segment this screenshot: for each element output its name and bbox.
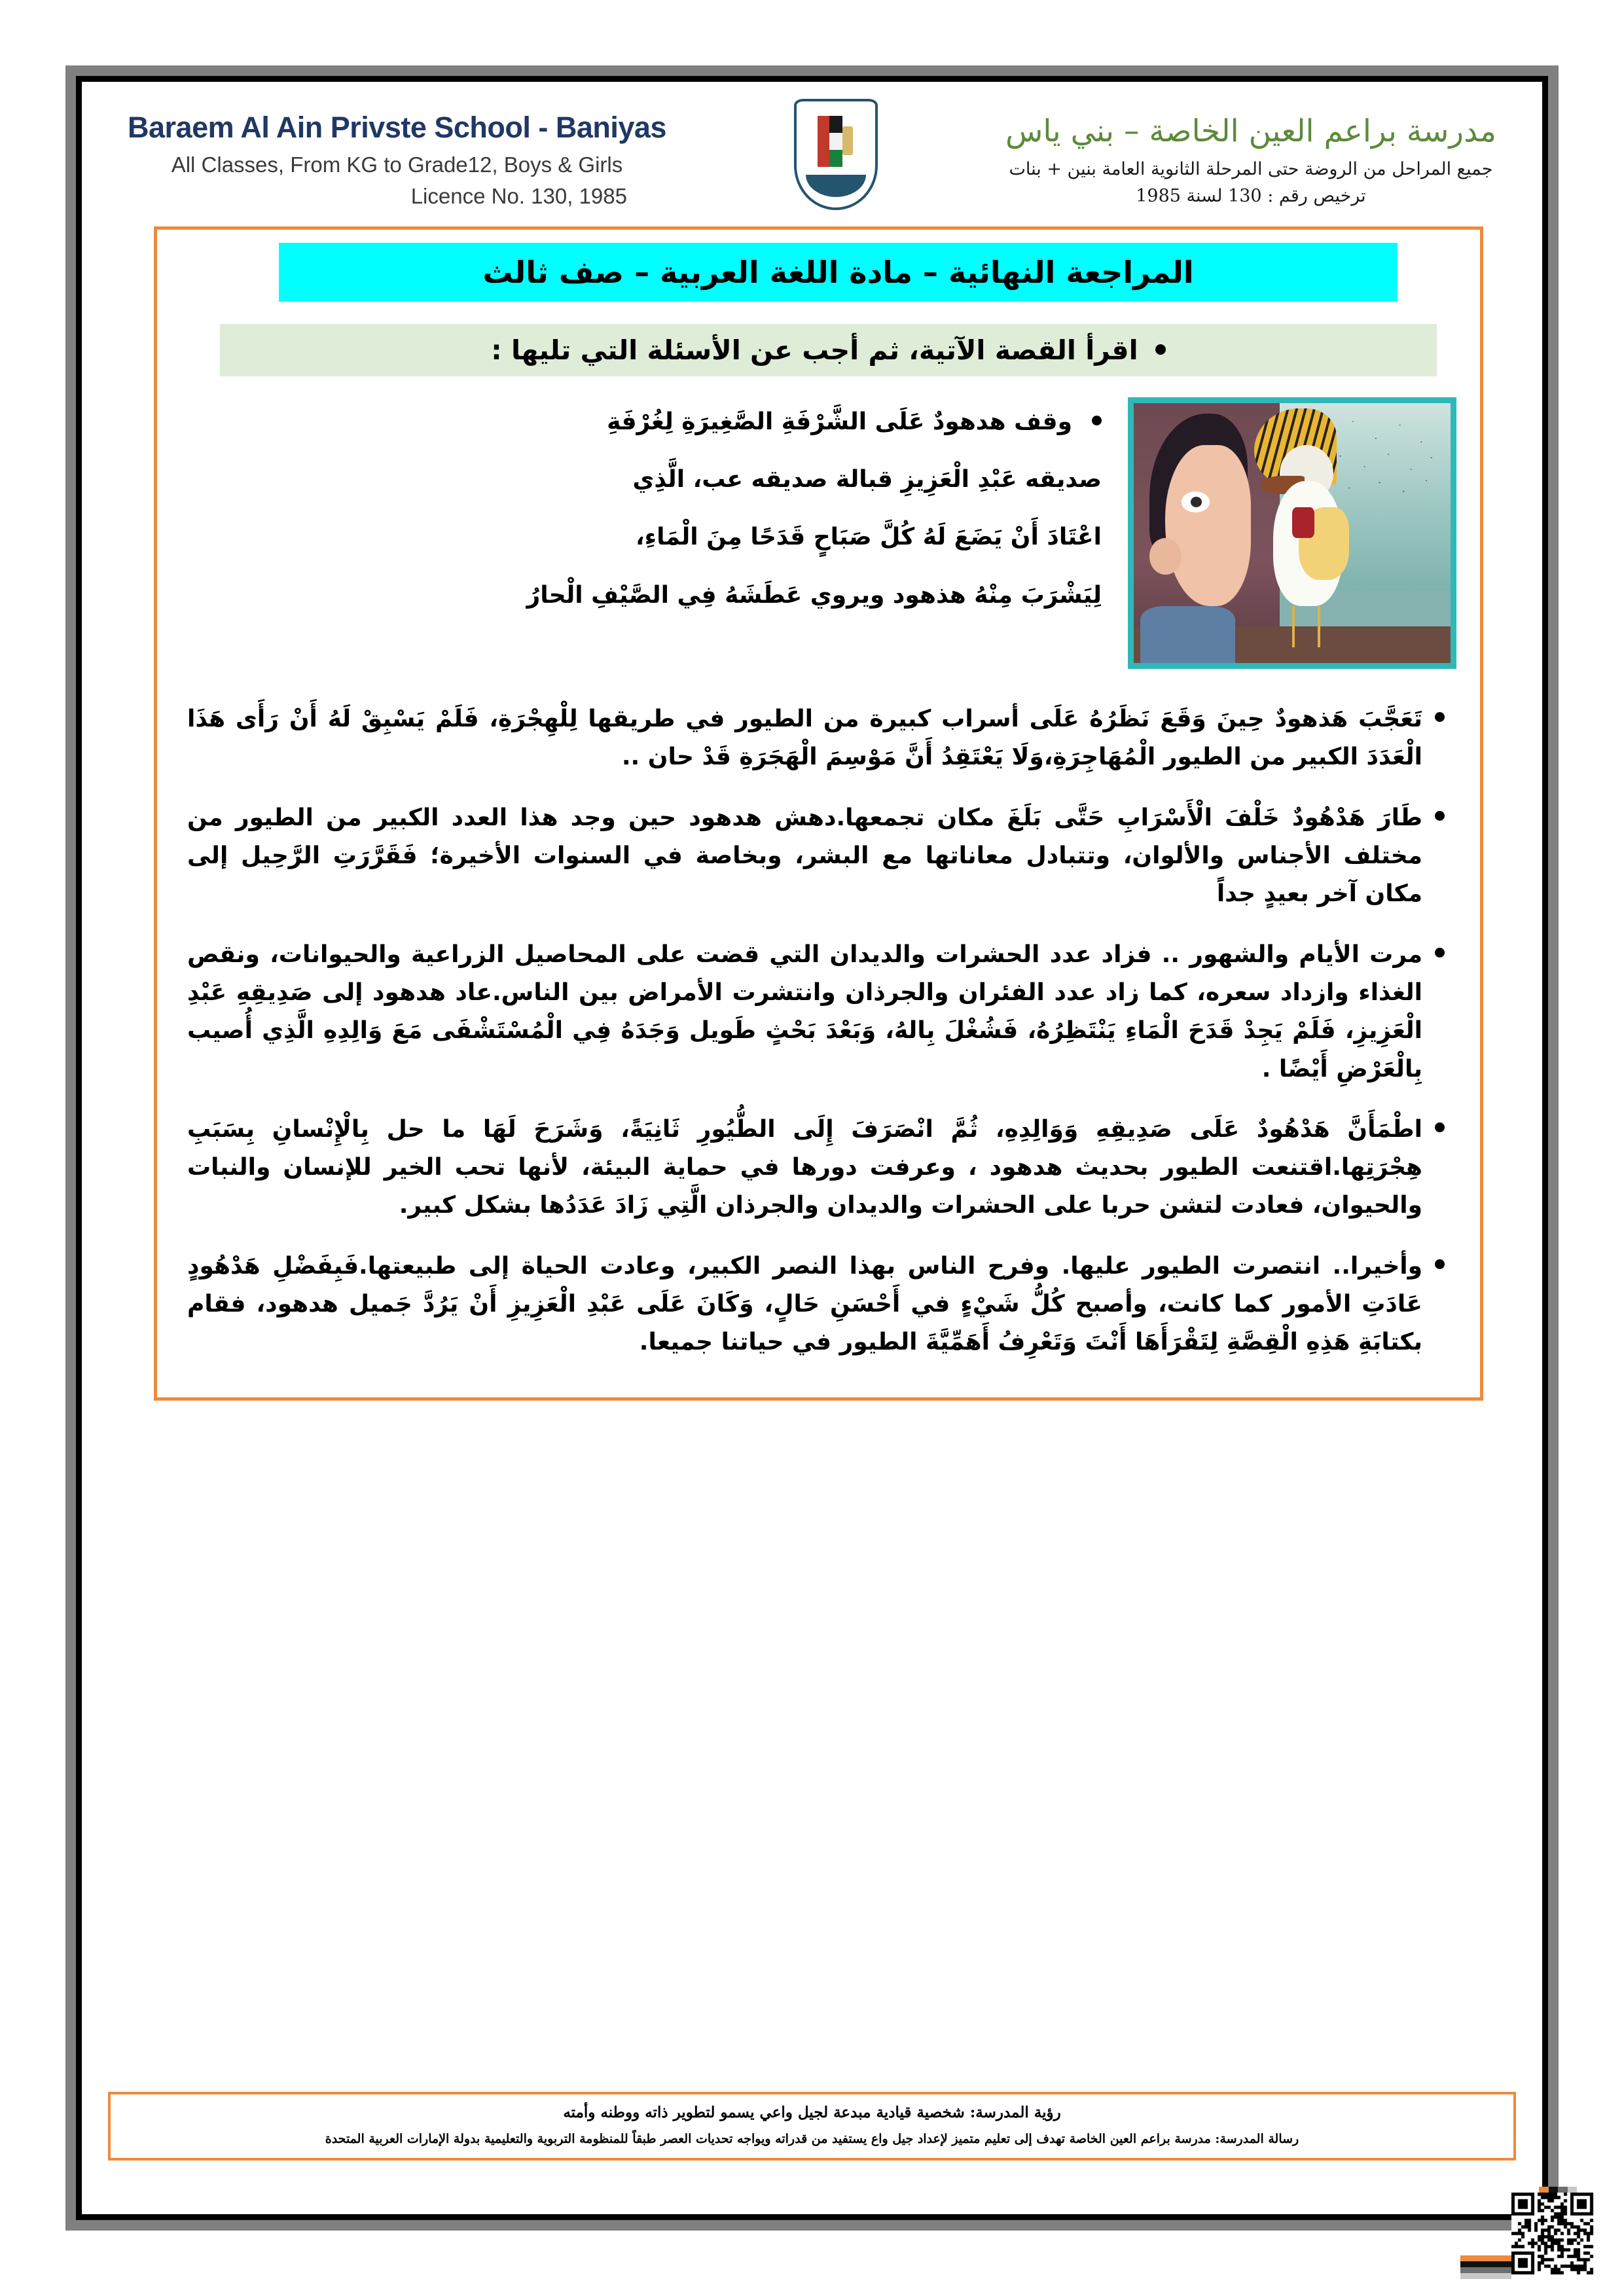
story-paragraph-5-text: اطْمَأَنَّ هَدْهُودٌ عَلَى صَدِيقِهِ وَوَالِدِهِ، ثُمَّ انْصَرَفَ إِلَى الطُّيُورِ ثَانِيَةً، وَشَرَحَ لَهَا ما حل بِالْإِنْسانِ بِسَبَبِ هِجْرَتِها.اقتنعت الطيور بحديث هدهود ، وعرفت دورها في حماية البيئة، لأنها تحب الخير للإنسان والنبات والحيوان، فعادت لتشن حربا على الحشرات والديدان والجرذان الَّتِي زَادَ عَدَدُها بشكل كبير.	[187, 1115, 1422, 1219]
story-paragraph-4-text: مرت الأيام والشهور .. فزاد عدد الحشرات والديدان التي قضت على المحاصيل الزراعية والحيوانات، ونقص الغذاء وازداد سعره، كما زاد عدد الفئران والجرذان وانتشرت الأمراض بين الناس.عاد هدهود إلى صَدِيقِهِ عَبْدِ الْعَزِيزِ، فَلَمْ يَجِدْ قَدَحَ الْمَاءِ يَنْتَظِرُهُ، فَشُغْلَ بِالهُ، وَبَعْدَ بَحْثٍ طَويل وَجَدَهُ فِي الْمُسْتَشْفَى مَعَ وَالِدِهِ الَّذِي أُصيب بِالْعَرْضِ أَيْضًا .	[187, 941, 1422, 1083]
story-paragraph-2-text: تَعَجَّبَ هَذهودٌ حِينَ وَقَعَ نَظَرُهُ عَلَى أسراب كبيرة من الطيور في طريقها لِلْهِجْرَةِ، فَلَمْ يَسْبِقْ لَهُ أَنْ رَأَى هَذَا الْعَدَدَ الكبير من الطيور الْمُهَاجِرَةِ،وَلَا يَعْتَقِدُ أَنَّ مَوْسِمَ الْهَجَرَةِ قَدْ حان ..	[187, 706, 1422, 771]
letterhead-arabic-block	[1005, 111, 1496, 207]
illustration-bird-flock	[1318, 414, 1445, 502]
crest-banner	[806, 175, 866, 197]
bullet-icon	[1422, 936, 1456, 960]
story-paragraph-6-text: وأخيرا.. انتصرت الطيور عليها. وفرح الناس بهذا النصر الكبير، وعادت الحياة إلى طبيعتها.فَبِفَضْلِ هَدْهُودٍ عَادَتِ الأمور كما كانت، وأصبح كُلُّ شَيْءٍ في أَحْسَنِ حَالٍ، وَكَانَ عَلَى عَبْدِ الْعَزِيزِ أَنْ يَرُدَّ جَميل هدهود، فقام بكتابَةِ هَذِهِ الْقِصَّةِ لِتَقْرَأَهَا أَنْتَ وَتَعْرِفُ أَهَمِّيَّةَ الطيور في حياتنا جميعا.	[187, 1252, 1422, 1356]
story-line-text: وقف هدهودٌ عَلَى الشَّرْفَةِ الصَّغِيرَةِ لِغُرْفَةِ	[607, 408, 1072, 435]
instruction-text: اقرأ القصة الآتية، ثم أجب عن الأسئلة التي تليها :	[491, 334, 1138, 366]
crest-stripe-red	[818, 116, 829, 167]
brand-strip	[1460, 2255, 1598, 2279]
instruction-banner	[220, 324, 1437, 376]
story-line: صديقه عَبْدِ الْعَزِيزِ قبالة صديقه عب، الَّذِي	[632, 466, 1102, 493]
story-body	[187, 393, 1456, 1362]
story-paragraph-3	[187, 799, 1456, 914]
bullet-icon	[1422, 799, 1456, 823]
school-mission-text: رسالة المدرسة: مدرسة براعم العين الخاصة تهدف إلى تعليم متميز لإعداد جيل واع يستفيد من قدراته ويواجه تحديات العصر طبقاً للمنظومة التربوية والتعليمية بدولة الإمارات العربية المتحدة	[325, 2132, 1299, 2146]
school-vision-text: رؤية المدرسة: شخصية قيادية مبدعة لجيل واعي يسمو لتطوير ذاته ووطنه وأمته	[563, 2104, 1061, 2121]
crest-stripe-green	[829, 150, 842, 167]
crest-lamp	[842, 126, 853, 155]
illustration-hoopoe-leg-right	[1318, 606, 1320, 648]
story-paragraph-4	[187, 936, 1456, 1088]
school-licence-arabic: ترخيص رقم : 130 لسنة 1985	[1136, 186, 1366, 207]
page-outer-frame	[65, 65, 1559, 2231]
page-body	[82, 82, 1542, 2214]
exam-title-bar: المراجعة النهائية – مادة اللغة العربية – صف ثالث	[279, 243, 1398, 302]
story-paragraph-6	[187, 1247, 1456, 1362]
story-paragraph-5	[187, 1111, 1456, 1225]
page-inner-frame	[76, 76, 1548, 2220]
bullet-icon	[1422, 700, 1456, 725]
qr-code[interactable]	[1511, 2193, 1598, 2279]
letterhead	[101, 87, 1523, 226]
illustration-hoopoe-tie	[1292, 507, 1314, 539]
crest-emblem	[818, 116, 854, 167]
crest-stripe-black	[829, 116, 842, 133]
content-box	[154, 226, 1483, 1401]
bullet-icon	[1422, 1111, 1456, 1135]
story-paragraph-3-text: طَارَ هَدْهُودٌ خَلْفَ الْأَسْرَابِ حَتَّى بَلَغَ مكان تجمعها.دهش هدهود حين وجد هذا العدد الكبير من الطيور من مختلف الأجناس والألوان، وتتبادل معاناتها مع البشر، وبخاصة في السنوات الأخيرة؛ فَقَرَّرَتِ الرَّحِيل إلى مكان آخر بعيدٍ جداً	[187, 804, 1422, 908]
school-crest-logo	[787, 99, 885, 220]
shield-icon	[794, 99, 878, 210]
illustration-hoopoe-leg-left	[1292, 606, 1295, 648]
story-illustration	[1128, 397, 1456, 669]
school-name-arabic: مدرسة براعم العين الخاصة – بني ياس	[1005, 113, 1496, 149]
bullet-icon	[1422, 1247, 1456, 1272]
story-line: لِيَشْرَبَ مِنْهُ هذهود ويروي عَطَشَهُ فِي الصَّيْفِ الْحارُ	[526, 581, 1102, 609]
story-line: اعْتَادَ أَنْ يَضَعَ لَهُ كُلَّ صَبَاحٍ قَدَحًا مِنَ الْمَاءِ،	[635, 524, 1102, 551]
illustration-boy-face	[1165, 445, 1251, 606]
school-name-english: Baraem Al Ain Privste School - Baniyas	[128, 111, 666, 145]
crest-stripe-white	[829, 133, 842, 150]
school-classes-english: All Classes, From KG to Grade12, Boys & Girls	[171, 152, 623, 177]
footer-box	[108, 2092, 1516, 2161]
bullet-icon	[1155, 344, 1166, 355]
school-stages-arabic: جميع المراحل من الروضة حتى المرحلة الثانوية العامة بنين + بنات	[1009, 158, 1493, 179]
letterhead-english-block	[128, 109, 666, 209]
story-paragraph-1	[187, 393, 1456, 678]
illustration-boy-eye	[1182, 492, 1210, 512]
school-licence-english: Licence No. 130, 1985	[410, 183, 627, 208]
illustration-boy-ear	[1149, 538, 1181, 575]
bullet-icon	[1092, 416, 1102, 425]
story-paragraph-2	[187, 700, 1456, 777]
illustration-boy-shirt	[1140, 606, 1235, 663]
